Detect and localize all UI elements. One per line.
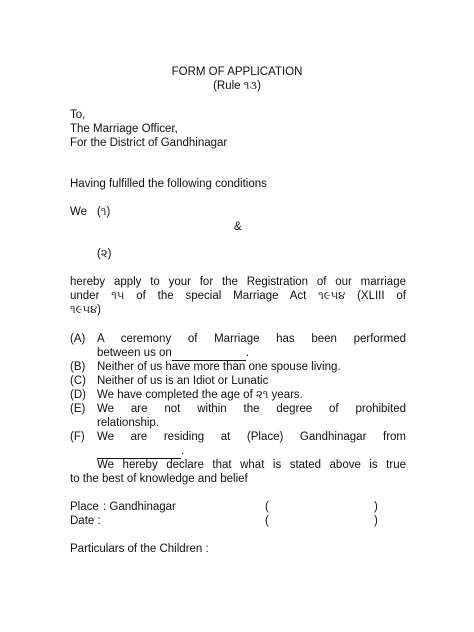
address-to: To, <box>70 109 86 121</box>
rule-reference: (Rule ૧૩) <box>213 80 261 92</box>
intro-text: Having fulfilled the following conditions <box>70 178 267 190</box>
condition-text: A ceremony of Marriage has been performed <box>97 333 406 345</box>
signature-open-paren: ( <box>265 501 269 513</box>
residence-date-blank-line <box>97 444 181 459</box>
condition-continuation <box>97 444 184 459</box>
date-label: Date : <box>70 515 101 527</box>
condition-cont-text: between us on <box>97 347 172 359</box>
condition-label: (A) <box>70 333 86 345</box>
condition-text: We have completed the age of ૨૧ years. <box>97 389 303 401</box>
address-officer: The Marriage Officer, <box>70 123 178 135</box>
children-heading: Particulars of the Children : <box>70 543 209 555</box>
signature-close-paren: ) <box>374 501 378 513</box>
condition-end: . <box>181 445 185 457</box>
condition-label: (B) <box>70 361 86 373</box>
applicant-two-number: (૨) <box>97 248 112 260</box>
condition-label: (F) <box>70 431 85 443</box>
apply-line-1: hereby apply to your for the Registration of our marriage <box>70 276 406 288</box>
apply-line-3: ૧૯૫૪) <box>70 304 101 316</box>
condition-label: (E) <box>70 403 86 415</box>
condition-text: Neither of us is an Idiot or Lunatic <box>97 375 269 387</box>
signature-close-paren: ) <box>374 515 378 527</box>
condition-continuation: relationship. <box>97 417 160 429</box>
declaration-line-1: We hereby declare that what is stated above is true <box>97 459 406 471</box>
condition-continuation <box>97 346 249 361</box>
date-blank-line <box>172 346 246 361</box>
signature-open-paren: ( <box>265 515 269 527</box>
condition-end: . <box>245 347 250 359</box>
place-label: Place <box>70 501 99 513</box>
condition-text: We are residing at (Place) Gandhinagar from <box>97 431 406 443</box>
condition-text: We are not within the degree of prohibited <box>97 403 406 415</box>
declaration-line-2: to the best of knowledge and belief <box>70 473 248 485</box>
form-title: FORM OF APPLICATION <box>171 66 303 78</box>
applicant-one-number: (૧) <box>97 206 111 218</box>
place-value: : Gandhinagar <box>103 501 176 513</box>
ampersand: & <box>234 221 242 233</box>
condition-label: (C) <box>70 375 86 387</box>
condition-label: (D) <box>70 389 86 401</box>
apply-line-2: under ૧૫ of the special Marriage Act ૧૯૫૪ (XLIII of <box>70 290 406 302</box>
condition-text: Neither of us have more than one spouse living. <box>97 361 341 373</box>
we-label: We <box>70 206 88 218</box>
address-district: For the District of Gandhinagar <box>70 137 228 149</box>
